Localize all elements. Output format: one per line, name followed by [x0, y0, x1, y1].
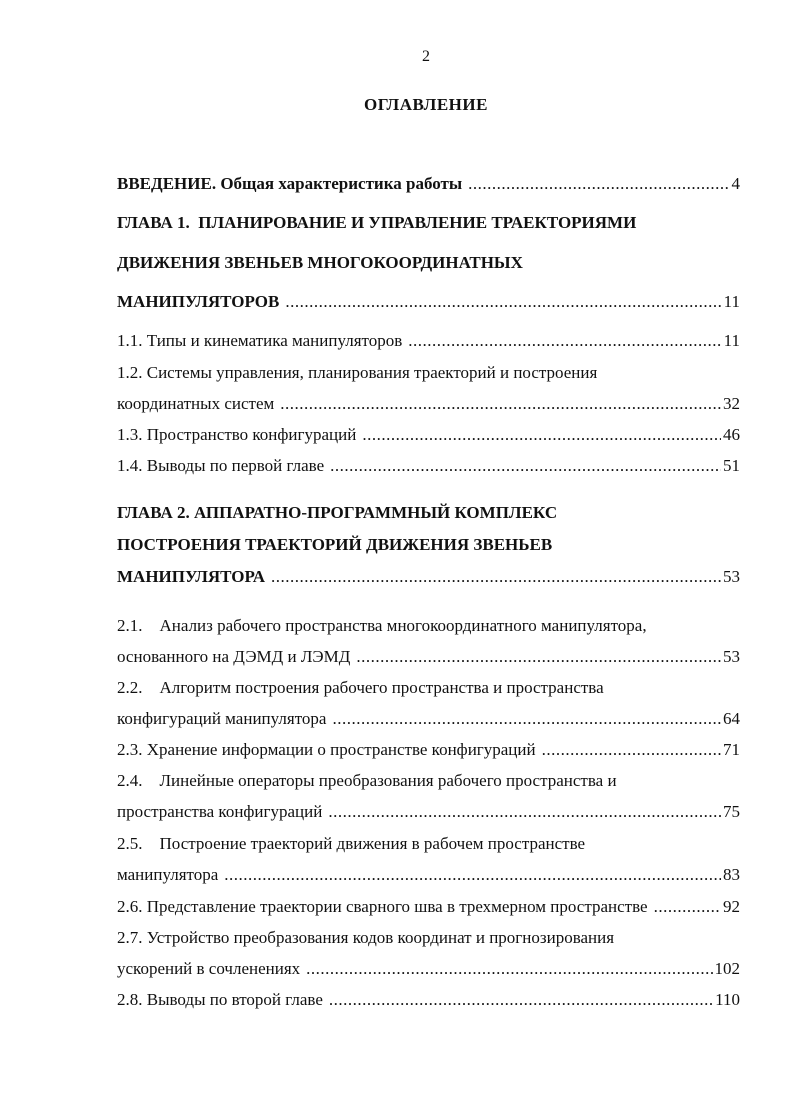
- toc-page-number: 11: [723, 331, 740, 350]
- toc-page-number: 64: [723, 709, 740, 728]
- toc-entry-text: ГЛАВА 2. АППАРАТНО-ПРОГРАММНЫЙ КОМПЛЕКС: [117, 503, 558, 522]
- toc-chapter-2-line-2[interactable]: [117, 535, 740, 561]
- toc-entry-1-2-line-1[interactable]: [117, 363, 740, 389]
- dot-leader: [329, 990, 713, 1010]
- dot-leader: [408, 331, 721, 351]
- toc-entry-text: 2.2. Алгоритм построения рабочего пространства и пространства: [117, 678, 604, 697]
- toc-page-number: 83: [723, 865, 740, 884]
- page-number: 2: [422, 48, 430, 65]
- toc-entry-text: конфигураций манипулятора: [117, 709, 327, 728]
- toc-entry-text: 2.6. Представление траектории сварного шва в трехмерном пространстве: [117, 897, 648, 916]
- toc-entry-2-5-line-2[interactable]: [117, 865, 740, 891]
- toc-entry-text: 2.7. Устройство преобразования кодов координат и прогнозирования: [117, 928, 615, 947]
- toc-page-number: 110: [715, 990, 740, 1009]
- toc-page-number: 11: [723, 292, 740, 311]
- toc-entry-text: ПОСТРОЕНИЯ ТРАЕКТОРИЙ ДВИЖЕНИЯ ЗВЕНЬЕВ: [117, 535, 553, 554]
- dot-leader: [328, 802, 721, 822]
- dot-leader: [330, 456, 721, 476]
- dot-leader: [280, 394, 721, 414]
- toc-entry-text: манипулятора: [117, 865, 219, 884]
- toc-entry-text: ВВЕДЕНИЕ. Общая характеристика работы: [117, 174, 463, 193]
- toc-page-number: 53: [723, 567, 740, 586]
- dot-leader: [356, 647, 721, 667]
- dot-leader: [271, 567, 721, 587]
- toc-entry-2-2-line-1[interactable]: [117, 678, 740, 704]
- toc-entry-2-4-line-1[interactable]: [117, 771, 740, 797]
- toc-entry-text: ГЛАВА 1. ПЛАНИРОВАНИЕ И УПРАВЛЕНИЕ ТРАЕКТОРИЯМИ: [117, 213, 637, 232]
- toc-entry-text: МАНИПУЛЯТОРА: [117, 567, 265, 586]
- toc-title: ОГЛАВЛЕНИЕ: [364, 95, 488, 114]
- toc-entry-text: ДВИЖЕНИЯ ЗВЕНЬЕВ МНОГОКООРДИНАТНЫХ: [117, 253, 523, 272]
- toc-entry-2-7-line-2[interactable]: [117, 959, 740, 985]
- toc-page-number: 53: [723, 647, 740, 666]
- toc-page-number: 46: [723, 425, 740, 444]
- toc-entry-text: пространства конфигураций: [117, 802, 323, 821]
- toc-entry-2-1-line-1[interactable]: [117, 616, 740, 642]
- toc-entry-text: ускорений в сочленениях: [117, 959, 301, 978]
- toc-entry-1-2-line-2[interactable]: [117, 394, 740, 420]
- toc-entry-text: 2.5. Построение траекторий движения в рабочем пространстве: [117, 834, 586, 853]
- toc-chapter-1-line-3[interactable]: [117, 292, 740, 318]
- toc-page-number: 4: [731, 174, 740, 193]
- toc-page-number: 51: [723, 456, 740, 475]
- toc-page-number: 92: [723, 897, 740, 916]
- toc-entry-text: 1.3. Пространство конфигураций: [117, 425, 357, 444]
- dot-leader: [332, 709, 721, 729]
- toc-entry-2-8[interactable]: [117, 990, 740, 1016]
- toc-entry-2-5-line-1[interactable]: [117, 834, 740, 860]
- toc-entry-text: 1.2. Системы управления, планирования траекторий и построения: [117, 363, 598, 382]
- toc-entry-1-1[interactable]: [117, 331, 740, 357]
- toc-page-number: 75: [723, 802, 740, 821]
- toc-entry-text: 2.8. Выводы по второй главе: [117, 990, 323, 1009]
- toc-entry-2-2-line-2[interactable]: [117, 709, 740, 735]
- toc-page-number: 102: [714, 959, 740, 978]
- toc-entry-text: основанного на ДЭМД и ЛЭМД: [117, 647, 351, 666]
- toc-entry-2-4-line-2[interactable]: [117, 802, 740, 828]
- dot-leader: [285, 292, 721, 312]
- toc-entry-text: координатных систем: [117, 394, 275, 413]
- toc-entry-text: МАНИПУЛЯТОРОВ: [117, 292, 280, 311]
- toc-chapter-2-line-1[interactable]: [117, 503, 740, 529]
- dot-leader: [542, 740, 721, 760]
- toc-page-number: 32: [723, 394, 740, 413]
- toc-entry-2-7-line-1[interactable]: [117, 928, 740, 954]
- dot-leader: [362, 425, 721, 445]
- toc-entry-2-3[interactable]: [117, 740, 740, 766]
- toc-entry-text: 2.4. Линейные операторы преобразования рабочего пространства и: [117, 771, 617, 790]
- toc-entry-2-1-line-2[interactable]: [117, 647, 740, 673]
- dot-leader: [654, 897, 721, 917]
- toc-chapter-2-line-3[interactable]: [117, 567, 740, 593]
- toc-entry-text: 2.3. Хранение информации о пространстве конфигураций: [117, 740, 536, 759]
- toc-entry-text: 1.1. Типы и кинематика манипуляторов: [117, 331, 403, 350]
- dot-leader: [468, 174, 729, 194]
- toc-page-number: 71: [723, 740, 740, 759]
- toc-entry-intro[interactable]: [117, 174, 740, 200]
- dot-leader: [306, 959, 712, 979]
- toc-entry-1-4[interactable]: [117, 456, 740, 482]
- dot-leader: [224, 865, 721, 885]
- toc-entry-text: 1.4. Выводы по первой главе: [117, 456, 325, 475]
- toc-entry-2-6[interactable]: [117, 897, 740, 923]
- toc-entry-1-3[interactable]: [117, 425, 740, 451]
- toc-chapter-1-line-1[interactable]: [117, 213, 740, 239]
- toc-chapter-1-line-2[interactable]: [117, 253, 740, 279]
- toc-entry-text: 2.1. Анализ рабочего пространства многокоординатного манипулятора,: [117, 616, 647, 635]
